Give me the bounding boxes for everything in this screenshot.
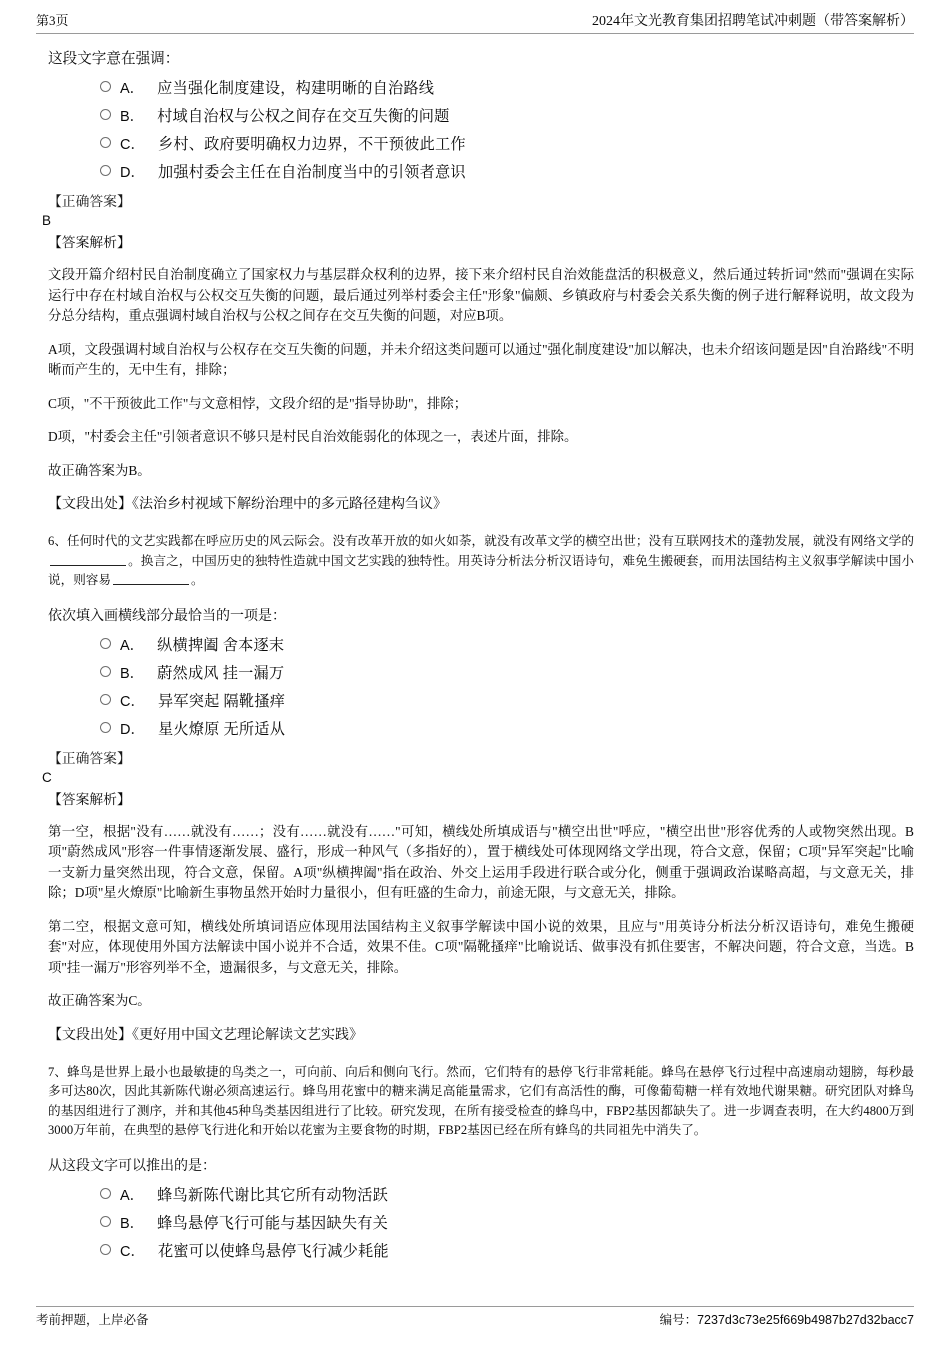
q6-option-a[interactable] [42, 633, 914, 659]
q7-stem: 7、蜂鸟是世界上最小也最敏捷的鸟类之一，可向前、向后和侧向飞行。然而，它们特有的悬停飞行非常耗能。蜂鸟在悬停飞行过程中高速扇动翅膀，每秒最多可达80次，因此其新陈代谢必须高速运行。蜂鸟用花蜜中的糖来满足高能量需求，它们有高活性的酶，可像葡萄糖一样有效地代谢果糖。研究团队对蜂鸟的基因组进行了测序，并和其他45种鸟类基因组进行了比较。研究发现，在所有接受检查的蜂鸟中，FBP2基因都缺失了。进一步调查表明，在大约4800万到3000万年前，在典型的悬停飞行进化和开始以花蜜为主要食物的时期，FBP2基因已经在所有蜂鸟的共同祖先中消失了。 [48, 1064, 914, 1137]
option-text: 乡村、政府要明确权力边界，不干预彼此工作 [157, 136, 466, 153]
q5-option-c[interactable] [42, 132, 914, 158]
radio-icon[interactable] [100, 638, 111, 649]
q5-lead: 这段文字意在强调： [48, 51, 180, 67]
radio-icon[interactable] [100, 1188, 111, 1199]
q6-option-c[interactable] [42, 689, 914, 715]
source-title: 《更好用中国文艺理论解读文艺实践》 [132, 1027, 363, 1043]
q5-analysis-paragraph-3: C项，"不干预彼此工作"与文意相悖，文段介绍的是"指导协助"，排除； [48, 395, 468, 411]
q6-option-d[interactable] [42, 717, 914, 743]
q5-analysis-label: 【答案解析】 [48, 235, 131, 250]
q6-source [48, 1026, 914, 1046]
footer-code-value: 7237d3c73e25f669b4987b27d32bacc7 [697, 1313, 914, 1327]
radio-icon[interactable] [100, 109, 111, 120]
q6-options [42, 633, 914, 743]
option-text: 花蜜可以使蜂鸟悬停飞行减少耗能 [157, 1242, 389, 1260]
q6-analysis-label: 【答案解析】 [48, 791, 131, 807]
q5-analysis-paragraph-2: A项，文段强调村域自治权与公权存在交互失衡的问题，并未介绍这类问题可以通过"强化制度建设"加以解决，也未介绍该问题是因"自治路线"不明晰而产生的，无中生有，排除； [48, 341, 914, 377]
option-text: 星火燎原 无所适从 [157, 720, 286, 738]
q6-blank-1 [50, 553, 126, 566]
page-header [36, 12, 914, 34]
document-title: 2024年文光教育集团招聘笔试冲刺题（带答案解析） [592, 14, 914, 29]
source-title: 《法治乡村视域下解纷治理中的多元路径建构刍议》 [132, 497, 447, 512]
option-text: 蜂鸟新陈代谢比其它所有动物活跃 [157, 1186, 388, 1204]
q6-stem-part-3: 。 [190, 573, 204, 587]
option-letter: C． [120, 1243, 145, 1260]
option-text: 应当强化制度建设，构建明晰的自治路线 [157, 80, 435, 97]
q5-correct-answer-label: 【正确答案】 [48, 194, 131, 209]
option-text: 蔚然成风 挂一漏万 [157, 664, 285, 682]
q6-analysis-paragraph-1: 第一空，根据"没有……就没有……；没有……就没有……"可知，横线处所填成语与"横空出世"呼应，"横空出世"形容优秀的人或物突然出现。B项"蔚然成风"形容一件事情逐渐发展、盛行，形成一种风气（多指好的），置于横线处可体现网络文学出现，符合文意，保留；C项"异军突起"比喻一支新力量突然出现，符合文意，保留。A项"纵横捭阖"指在政治、外交上运用手段进行联合或分化，侧重于强调政治谋略高超，与文意无关，排除；D项"星火燎原"比喻新生事物虽然开始时力量很小，但有旺盛的生命力，前途无限，与文意无关，排除。 [48, 823, 914, 900]
q5-analysis-paragraph-4: D项，"村委会主任"引领者意识不够只是村民自治效能弱化的体现之一，表述片面，排除。 [48, 429, 578, 444]
option-text: 纵横捭阖 舍本逐末 [157, 636, 285, 654]
option-letter: C． [120, 137, 145, 153]
q5-option-d[interactable] [42, 160, 914, 186]
q5-analysis-paragraph-1: 文段开篇介绍村民自治制度确立了国家权力与基层群众权利的边界，接下来介绍村民自治效能盘活的积极意义，然后通过转折词"然而"强调在实际运行中存在村域自治权与公权交互失衡的问题，最后通过列举村委会主任"形象"偏颇、乡镇政府与村委会关系失衡的例子进行解释说明，故文段为分总分结构，重点强调村域自治权与公权之间存在交互失衡的问题，对应B项。 [48, 267, 914, 323]
radio-icon[interactable] [100, 666, 111, 677]
radio-icon[interactable] [100, 694, 111, 705]
q5-option-a[interactable] [42, 76, 914, 102]
q7-prompt: 从这段文字可以推出的是： [48, 1158, 216, 1174]
q6-stem-part-1: 6、任何时代的文艺实践都在呼应历史的风云际会。没有改革开放的如火如荼，就没有改革文学的横空出世；没有互联网技术的蓬勃发展，就没有网络文学的 [48, 534, 914, 548]
option-letter: B． [120, 109, 145, 125]
radio-icon[interactable] [100, 1244, 111, 1255]
option-letter: C． [120, 693, 145, 710]
q6-stem-part-2: 。换言之，中国历史的独特性造就中国文艺实践的独特性。用英诗分析法分析汉语诗句，难免生搬硬套，而用法国结构主义叙事学解读中国小说，则容易 [48, 553, 914, 587]
radio-icon[interactable] [100, 165, 111, 176]
footer-code [660, 1312, 914, 1329]
q5-option-b[interactable] [42, 104, 914, 130]
source-label: 【文段出处】 [48, 1027, 132, 1043]
radio-icon[interactable] [100, 722, 111, 733]
q6-correct-answer-value: C [42, 769, 52, 785]
q5-options [42, 76, 914, 186]
page-number: 第3页 [36, 13, 69, 28]
option-letter: D． [120, 721, 145, 738]
option-letter: A． [120, 1187, 145, 1204]
option-letter: A． [120, 637, 145, 654]
q7-option-b[interactable] [42, 1211, 914, 1237]
option-text: 蜂鸟悬停飞行可能与基因缺失有关 [157, 1214, 388, 1232]
footer-code-label: 编号： [659, 1313, 698, 1327]
q7-option-a[interactable] [42, 1183, 914, 1209]
q6-analysis-conclusion: 故正确答案为C。 [48, 993, 151, 1008]
q7-options [42, 1183, 914, 1265]
radio-icon[interactable] [100, 1216, 111, 1227]
page-content [42, 44, 914, 1267]
q6-stem [48, 532, 914, 591]
footer-slogan: 考前押题，上岸必备 [36, 1313, 149, 1327]
option-text: 村域自治权与公权之间存在交互失衡的问题 [157, 108, 450, 125]
radio-icon[interactable] [100, 81, 111, 92]
option-text: 加强村委会主任在自治制度当中的引领者意识 [157, 164, 466, 181]
q7-option-c[interactable] [42, 1239, 914, 1265]
q5-correct-answer-value: B [42, 213, 52, 228]
q6-option-b[interactable] [42, 661, 914, 687]
q6-prompt: 依次填入画横线部分最恰当的一项是： [48, 608, 286, 624]
q6-analysis-paragraph-2: 第二空，根据文意可知，横线处所填词语应体现用法国结构主义叙事学解读中国小说的效果，且应与"用英诗分析法分析汉语诗句，难免生搬硬套"对应，体现使用外国方法解读中国小说并不合适，效果不佳。C项"隔靴搔痒"比喻说话、做事没有抓住要害，不解决问题，符合文意，当选。B项"挂一漏万"形容列举不全，遗漏很多，与文意无关，排除。 [48, 918, 914, 975]
radio-icon[interactable] [100, 137, 111, 148]
option-letter: B． [120, 665, 145, 682]
q5-source [48, 495, 914, 515]
option-letter: D． [120, 165, 145, 181]
q5-analysis-conclusion: 故正确答案为B。 [48, 462, 151, 478]
q6-correct-answer-label: 【正确答案】 [48, 750, 131, 766]
page-footer [36, 1306, 914, 1329]
option-letter: B． [120, 1215, 145, 1232]
q6-blank-2 [113, 572, 189, 585]
option-letter: A． [120, 81, 145, 97]
option-text: 异军突起 隔靴搔痒 [157, 692, 286, 710]
source-label: 【文段出处】 [48, 497, 132, 512]
